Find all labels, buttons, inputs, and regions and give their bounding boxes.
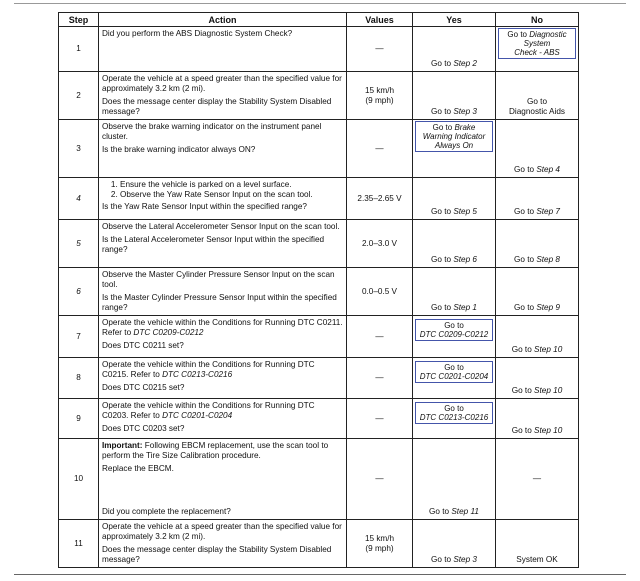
goto-link[interactable]: Go to Step 5 — [431, 207, 477, 216]
goto-link[interactable]: Go to Step 4 — [514, 165, 560, 174]
no-cell — [496, 520, 579, 568]
action-text: Replace the EBCM. — [102, 464, 174, 473]
dtc-link[interactable]: Go to DTC C0213-C0216 — [415, 402, 493, 424]
dtc-link[interactable]: Go to DTC C0209-C0212 — [415, 319, 493, 341]
step-number: 5 — [59, 220, 99, 268]
action-text: Observe the brake warning indicator on the instrument panel cluster. — [102, 122, 322, 141]
goto-link[interactable]: Go to Step 6 — [431, 255, 477, 264]
header-action: Action — [99, 13, 347, 27]
action-text: Operate the vehicle at a speed greater than the specified value for approximately 3.2 km (2 mi). — [102, 74, 342, 93]
action-cell — [99, 220, 347, 268]
diagnostic-system-check-link[interactable]: Go to Diagnostic System Check - ABS — [498, 28, 576, 59]
no-cell: — — [496, 439, 579, 520]
action-text: Does the message center display the Stability System Disabled message? — [102, 97, 332, 116]
step-number: 10 — [59, 439, 99, 520]
action-list-item: 1. Ensure the vehicle is parked on a level surface. — [120, 180, 343, 190]
step-number: 9 — [59, 399, 99, 439]
action-text: Does DTC C0211 set? — [102, 341, 184, 350]
yes-cell — [413, 358, 496, 399]
action-text: Is the Yaw Rate Sensor Input within the specified range? — [102, 202, 307, 211]
step-number: 2 — [59, 72, 99, 120]
values-cell: — — [347, 399, 413, 439]
table-row — [59, 399, 579, 439]
diagnostic-table — [58, 12, 579, 568]
action-cell — [99, 358, 347, 399]
table-row — [59, 72, 579, 120]
table-row — [59, 316, 579, 358]
header-yes: Yes — [413, 13, 496, 27]
action-text: Is the Master Cylinder Pressure Sensor Input within the specified range? — [102, 293, 337, 312]
values-cell: 15 km/h (9 mph) — [347, 72, 413, 120]
action-text: Observe the Lateral Accelerometer Sensor Input on the scan tool. — [102, 222, 340, 231]
action-text: Is the brake warning indicator always ON? — [102, 145, 256, 154]
top-rule — [14, 3, 626, 4]
goto-link[interactable]: Go to Step 10 — [511, 345, 563, 354]
no-cell — [496, 120, 579, 178]
goto-link[interactable]: Go to Diagnostic Aids — [509, 97, 565, 116]
brake-warning-indicator-link[interactable]: Go to Brake Warning Indicator Always On — [415, 121, 493, 152]
action-text: Operate the vehicle within the Conditions for Running DTC C0211. Refer to DTC C0209-C0212 — [102, 318, 343, 337]
yes-cell — [413, 72, 496, 120]
values-cell: — — [347, 439, 413, 520]
table-row — [59, 439, 579, 520]
goto-link[interactable]: Go to Step 3 — [431, 107, 477, 116]
yes-cell — [413, 178, 496, 220]
action-text: Operate the vehicle within the Conditions for Running DTC C0215. Refer to DTC C0213-C0216 — [102, 360, 315, 379]
no-cell — [496, 178, 579, 220]
step-number: 6 — [59, 268, 99, 316]
step-number: 4 — [59, 178, 99, 220]
no-cell — [496, 72, 579, 120]
step-number: 7 — [59, 316, 99, 358]
yes-cell — [413, 439, 496, 520]
no-cell — [496, 316, 579, 358]
header-values: Values — [347, 13, 413, 27]
action-text: Did you complete the replacement? — [102, 507, 231, 516]
values-cell: 15 km/h (9 mph) — [347, 520, 413, 568]
step-number: 8 — [59, 358, 99, 399]
header-row — [59, 13, 579, 27]
values-cell: — — [347, 120, 413, 178]
important-note: Important: Following EBCM replacement, use the scan tool to perform the Tire Size Calibration procedure. — [102, 441, 329, 460]
goto-link[interactable]: Go to Step 7 — [514, 207, 560, 216]
action-cell — [99, 27, 347, 72]
goto-link[interactable]: Go to Step 8 — [514, 255, 560, 264]
step-number: 3 — [59, 120, 99, 178]
no-cell — [496, 399, 579, 439]
table-row — [59, 220, 579, 268]
action-text: Does DTC C0203 set? — [102, 424, 185, 433]
action-text: Operate the vehicle at a speed greater than the specified value for approximately 3.2 km (2 mi). — [102, 522, 342, 541]
no-cell — [496, 220, 579, 268]
table-row — [59, 520, 579, 568]
table-row — [59, 268, 579, 316]
goto-link[interactable]: Go to Step 3 — [431, 555, 477, 564]
no-cell — [496, 268, 579, 316]
values-cell: — — [347, 358, 413, 399]
action-cell — [99, 316, 347, 358]
values-cell: 2.0–3.0 V — [347, 220, 413, 268]
action-cell — [99, 178, 347, 220]
action-cell — [99, 439, 347, 520]
goto-link[interactable]: Go to Step 1 — [431, 303, 477, 312]
step-number: 1 — [59, 27, 99, 72]
action-text: Did you perform the ABS Diagnostic System Check? — [102, 29, 293, 38]
action-text: Observe the Master Cylinder Pressure Sensor Input on the scan tool. — [102, 270, 335, 289]
no-cell — [496, 27, 579, 72]
step-number: 11 — [59, 520, 99, 568]
yes-cell — [413, 27, 496, 72]
header-step: Step — [59, 13, 99, 27]
action-text: Does DTC C0215 set? — [102, 383, 185, 392]
yes-cell — [413, 316, 496, 358]
yes-cell — [413, 220, 496, 268]
yes-cell — [413, 120, 496, 178]
no-cell — [496, 358, 579, 399]
table-row — [59, 178, 579, 220]
action-text: Operate the vehicle within the Conditions for Running DTC C0203. Refer to DTC C0201-C0204 — [102, 401, 315, 420]
table-row — [59, 358, 579, 399]
values-cell: 2.35–2.65 V — [347, 178, 413, 220]
action-cell — [99, 399, 347, 439]
yes-cell — [413, 520, 496, 568]
action-text: Does the message center display the Stability System Disabled message? — [102, 545, 332, 564]
system-ok-text: System OK — [516, 555, 558, 564]
action-cell — [99, 72, 347, 120]
values-cell: — — [347, 316, 413, 358]
yes-cell — [413, 268, 496, 316]
action-list — [102, 180, 343, 200]
header-no: No — [496, 13, 579, 27]
goto-link[interactable]: Go to Step 10 — [511, 386, 563, 395]
action-list-item: 2. Observe the Yaw Rate Sensor Input on the scan tool. — [120, 190, 343, 200]
yes-cell — [413, 399, 496, 439]
action-text: Is the Lateral Accelerometer Sensor Input within the specified range? — [102, 235, 325, 254]
dtc-link[interactable]: Go to DTC C0201-C0204 — [415, 361, 493, 383]
bottom-rule — [14, 574, 626, 575]
goto-link[interactable]: Go to Step 11 — [429, 507, 479, 516]
goto-link[interactable]: Go to Step 9 — [514, 303, 560, 312]
action-cell — [99, 268, 347, 316]
values-cell: 0.0–0.5 V — [347, 268, 413, 316]
table-row — [59, 27, 579, 72]
goto-link[interactable]: Go to Step 10 — [511, 426, 563, 435]
goto-link[interactable]: Go to Step 2 — [431, 59, 477, 68]
action-cell — [99, 120, 347, 178]
action-cell — [99, 520, 347, 568]
values-cell: — — [347, 27, 413, 72]
table-row — [59, 120, 579, 178]
